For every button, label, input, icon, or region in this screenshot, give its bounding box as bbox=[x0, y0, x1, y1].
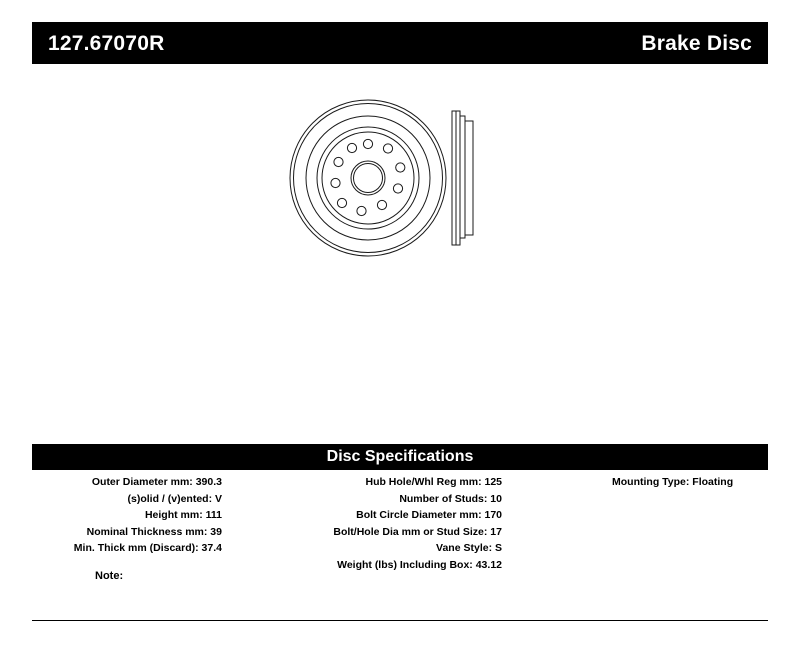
spec-item: Height mm: 111 bbox=[144, 509, 222, 521]
spec-column-middle bbox=[232, 474, 502, 573]
rotor-side-profile bbox=[452, 111, 465, 245]
stud-hole bbox=[347, 143, 356, 152]
stud-hole bbox=[393, 184, 402, 193]
bottom-divider bbox=[32, 620, 768, 621]
spec-column-right bbox=[522, 474, 768, 491]
rotor-hat-transition bbox=[317, 127, 419, 229]
spec-item: (s)olid / (v)ented: V bbox=[127, 492, 222, 505]
spec-item: Mounting Type: Floating bbox=[612, 476, 734, 488]
page-title: Brake Disc bbox=[641, 31, 752, 55]
spec-section-bar bbox=[32, 444, 768, 470]
stud-hole bbox=[383, 144, 392, 153]
stud-hole bbox=[396, 163, 405, 172]
spec-item: Bolt/Hole Dia mm or Stud Size: 17 bbox=[333, 525, 502, 538]
stud-hole bbox=[331, 178, 340, 187]
spec-item: Outer Diameter mm: 390.3 bbox=[91, 476, 222, 488]
spec-item: Min. Thick mm (Discard): 37.4 bbox=[73, 542, 222, 554]
spec-item: Weight (lbs) Including Box: 43.12 bbox=[337, 558, 502, 571]
stud-hole bbox=[363, 139, 372, 148]
spec-item: Hub Hole/Whl Reg mm: 125 bbox=[365, 476, 502, 488]
header-bar bbox=[32, 22, 768, 64]
rotor-outer-edge-inner bbox=[294, 104, 443, 253]
rotor-center-bore bbox=[351, 161, 385, 195]
stud-hole bbox=[357, 206, 366, 215]
rotor-outer-edge bbox=[290, 100, 446, 256]
spec-columns bbox=[32, 474, 768, 574]
spec-item: Bolt Circle Diameter mm: 170 bbox=[356, 509, 502, 521]
rotor-friction-ring bbox=[306, 116, 430, 240]
brake-rotor-drawing bbox=[260, 88, 560, 288]
part-number: 127.67070R bbox=[48, 31, 165, 55]
note-label: Note: bbox=[95, 570, 124, 582]
stud-hole bbox=[334, 157, 343, 166]
rotor-center-bore-inner bbox=[354, 164, 383, 193]
spec-item: Number of Studs: 10 bbox=[399, 492, 502, 505]
spec-column-left bbox=[32, 474, 222, 557]
spec-item: Nominal Thickness mm: 39 bbox=[86, 525, 222, 538]
rotor-svg bbox=[260, 88, 560, 288]
stud-hole bbox=[377, 200, 386, 209]
spec-item: Vane Style: S bbox=[436, 542, 502, 554]
stud-hole bbox=[337, 198, 346, 207]
rotor-hat-side bbox=[465, 121, 473, 235]
spec-section-title: Disc Specifications bbox=[326, 448, 474, 465]
